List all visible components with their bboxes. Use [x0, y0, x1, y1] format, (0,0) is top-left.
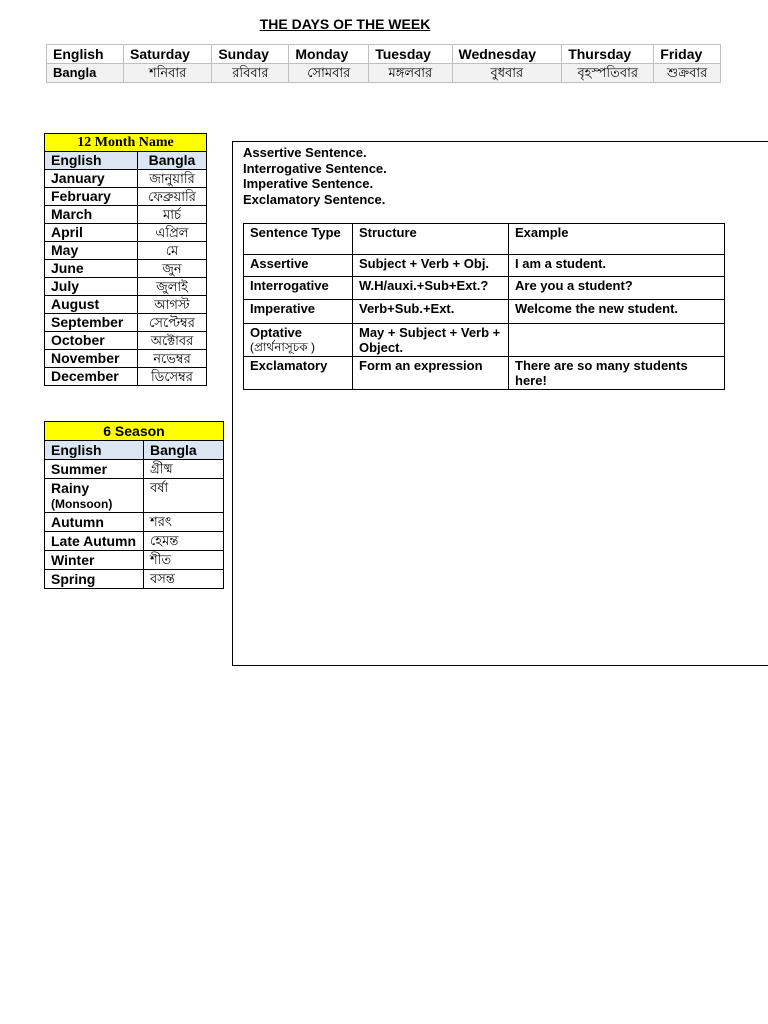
day-bangla: বুধবার: [452, 64, 562, 83]
month-row: [45, 242, 207, 260]
month-row: [45, 260, 207, 278]
month-row: [45, 368, 207, 386]
month-bangla: এপ্রিল: [138, 224, 207, 242]
month-table: [44, 133, 207, 386]
day-english: Saturday: [124, 45, 212, 64]
month-english: April: [45, 224, 138, 242]
month-row: [45, 188, 207, 206]
month-bangla: অক্টোবর: [138, 332, 207, 350]
season-col-english: English: [45, 441, 144, 460]
sentence-structure: Form an expression: [353, 357, 509, 390]
season-note: (Monsoon): [51, 497, 113, 511]
month-row: [45, 170, 207, 188]
season-english-cell: [45, 479, 144, 513]
day-english: Thursday: [562, 45, 654, 64]
month-bangla: ডিসেম্বর: [138, 368, 207, 386]
season-english: Late Autumn: [45, 532, 144, 551]
month-bangla: জানুয়ারি: [138, 170, 207, 188]
sentence-row: [244, 300, 725, 324]
sentence-example: [509, 324, 725, 357]
day-english: Sunday: [212, 45, 289, 64]
day-english: Tuesday: [369, 45, 452, 64]
season-bangla: হেমন্ত: [144, 532, 224, 551]
season-english: Rainy: [51, 480, 90, 496]
season-english: Autumn: [45, 513, 144, 532]
sentence-type-list-item: Interrogative Sentence.: [243, 160, 387, 176]
season-table-heading: 6 Season: [45, 422, 224, 441]
season-col-bangla: Bangla: [144, 441, 224, 460]
season-bangla: শরৎ: [144, 513, 224, 532]
sentence-col-structure: Structure: [353, 224, 509, 255]
sentence-row: [244, 324, 725, 357]
season-bangla: বসন্ত: [144, 570, 224, 589]
season-row: [45, 532, 224, 551]
day-bangla: সোমবার: [289, 64, 369, 83]
month-bangla: মার্চ: [138, 206, 207, 224]
day-bangla: রবিবার: [212, 64, 289, 83]
season-row: [45, 460, 224, 479]
sentence-example: I am a student.: [509, 255, 725, 277]
month-row: [45, 206, 207, 224]
sentence-structure: Subject + Verb + Obj.: [353, 255, 509, 277]
month-english: July: [45, 278, 138, 296]
season-bangla: বর্ষা: [144, 479, 224, 513]
day-english: Monday: [289, 45, 369, 64]
month-english: May: [45, 242, 138, 260]
season-row: [45, 513, 224, 532]
sentence-type: Imperative: [244, 300, 353, 324]
month-row: [45, 296, 207, 314]
sentence-structure: Verb+Sub.+Ext.: [353, 300, 509, 324]
month-bangla: নভেম্বর: [138, 350, 207, 368]
month-bangla: ফেব্রুয়ারি: [138, 188, 207, 206]
month-bangla: জুলাই: [138, 278, 207, 296]
sentence-type-cell: [244, 324, 353, 357]
sentence-type-list: [243, 145, 387, 207]
month-english: June: [45, 260, 138, 278]
day-bangla: বৃহস্পতিবার: [562, 64, 654, 83]
season-english: Spring: [45, 570, 144, 589]
day-bangla: শুক্রবার: [654, 64, 721, 83]
sentence-structure: May + Subject + Verb + Object.: [353, 324, 509, 357]
month-bangla: আগস্ট: [138, 296, 207, 314]
sentence-type-list-item: Assertive Sentence.: [243, 145, 367, 160]
days-row-label-english: English: [47, 45, 124, 64]
sentence-example: Welcome the new student.: [509, 300, 725, 324]
sentence-structure: W.H/auxi.+Sub+Ext.?: [353, 277, 509, 300]
sentence-type-note: (প্রার্থনাসূচক ): [250, 340, 315, 354]
sentence-example: Are you a student?: [509, 277, 725, 300]
sentence-type: Assertive: [244, 255, 353, 277]
sentence-types-box: [232, 141, 768, 666]
season-row: [45, 479, 224, 513]
month-english: March: [45, 206, 138, 224]
days-bangla-row: [47, 64, 721, 83]
day-english: Friday: [654, 45, 721, 64]
season-table: [44, 421, 224, 589]
days-table: [46, 44, 721, 83]
month-table-heading-row: [45, 134, 207, 152]
month-english: January: [45, 170, 138, 188]
sentence-row: [244, 255, 725, 277]
month-english: September: [45, 314, 138, 332]
days-row-label-bangla: Bangla: [47, 64, 124, 83]
sentence-type-list-item: Imperative Sentence.: [243, 176, 374, 191]
sentence-row: [244, 357, 725, 390]
month-bangla: জুন: [138, 260, 207, 278]
month-english: November: [45, 350, 138, 368]
days-english-row: [47, 45, 721, 64]
month-row: [45, 332, 207, 350]
sentence-type: Exclamatory: [244, 357, 353, 390]
month-english: December: [45, 368, 138, 386]
season-bangla: শীত: [144, 551, 224, 570]
season-row: [45, 570, 224, 589]
month-row: [45, 278, 207, 296]
season-english: Winter: [45, 551, 144, 570]
month-row: [45, 224, 207, 242]
month-col-english: English: [45, 152, 138, 170]
season-column-header-row: [45, 441, 224, 460]
day-bangla: মঙ্গলবার: [369, 64, 452, 83]
month-bangla: মে: [138, 242, 207, 260]
sentence-col-example: Example: [509, 224, 725, 255]
month-column-header-row: [45, 152, 207, 170]
month-english: October: [45, 332, 138, 350]
sentence-type-list-item: Exclamatory Sentence.: [243, 191, 386, 207]
month-row: [45, 350, 207, 368]
month-col-bangla: Bangla: [138, 152, 207, 170]
season-english: Summer: [45, 460, 144, 479]
sentence-col-type: Sentence Type: [244, 224, 353, 255]
page-title: THE DAYS OF THE WEEK: [259, 16, 431, 32]
sentence-example: There are so many students here!: [509, 357, 725, 390]
sentence-table-header-row: [244, 224, 725, 255]
month-english: February: [45, 188, 138, 206]
sentence-structure-table: [243, 223, 725, 390]
month-bangla: সেপ্টেম্বর: [138, 314, 207, 332]
day-english: Wednesday: [452, 45, 562, 64]
season-table-heading-row: [45, 422, 224, 441]
sentence-type: Interrogative: [244, 277, 353, 300]
day-bangla: শনিবার: [124, 64, 212, 83]
sentence-type: Optative: [250, 325, 303, 340]
month-english: August: [45, 296, 138, 314]
sentence-row: [244, 277, 725, 300]
season-bangla: গ্রীষ্ম: [144, 460, 224, 479]
season-row: [45, 551, 224, 570]
month-table-heading: 12 Month Name: [45, 134, 207, 152]
month-row: [45, 314, 207, 332]
